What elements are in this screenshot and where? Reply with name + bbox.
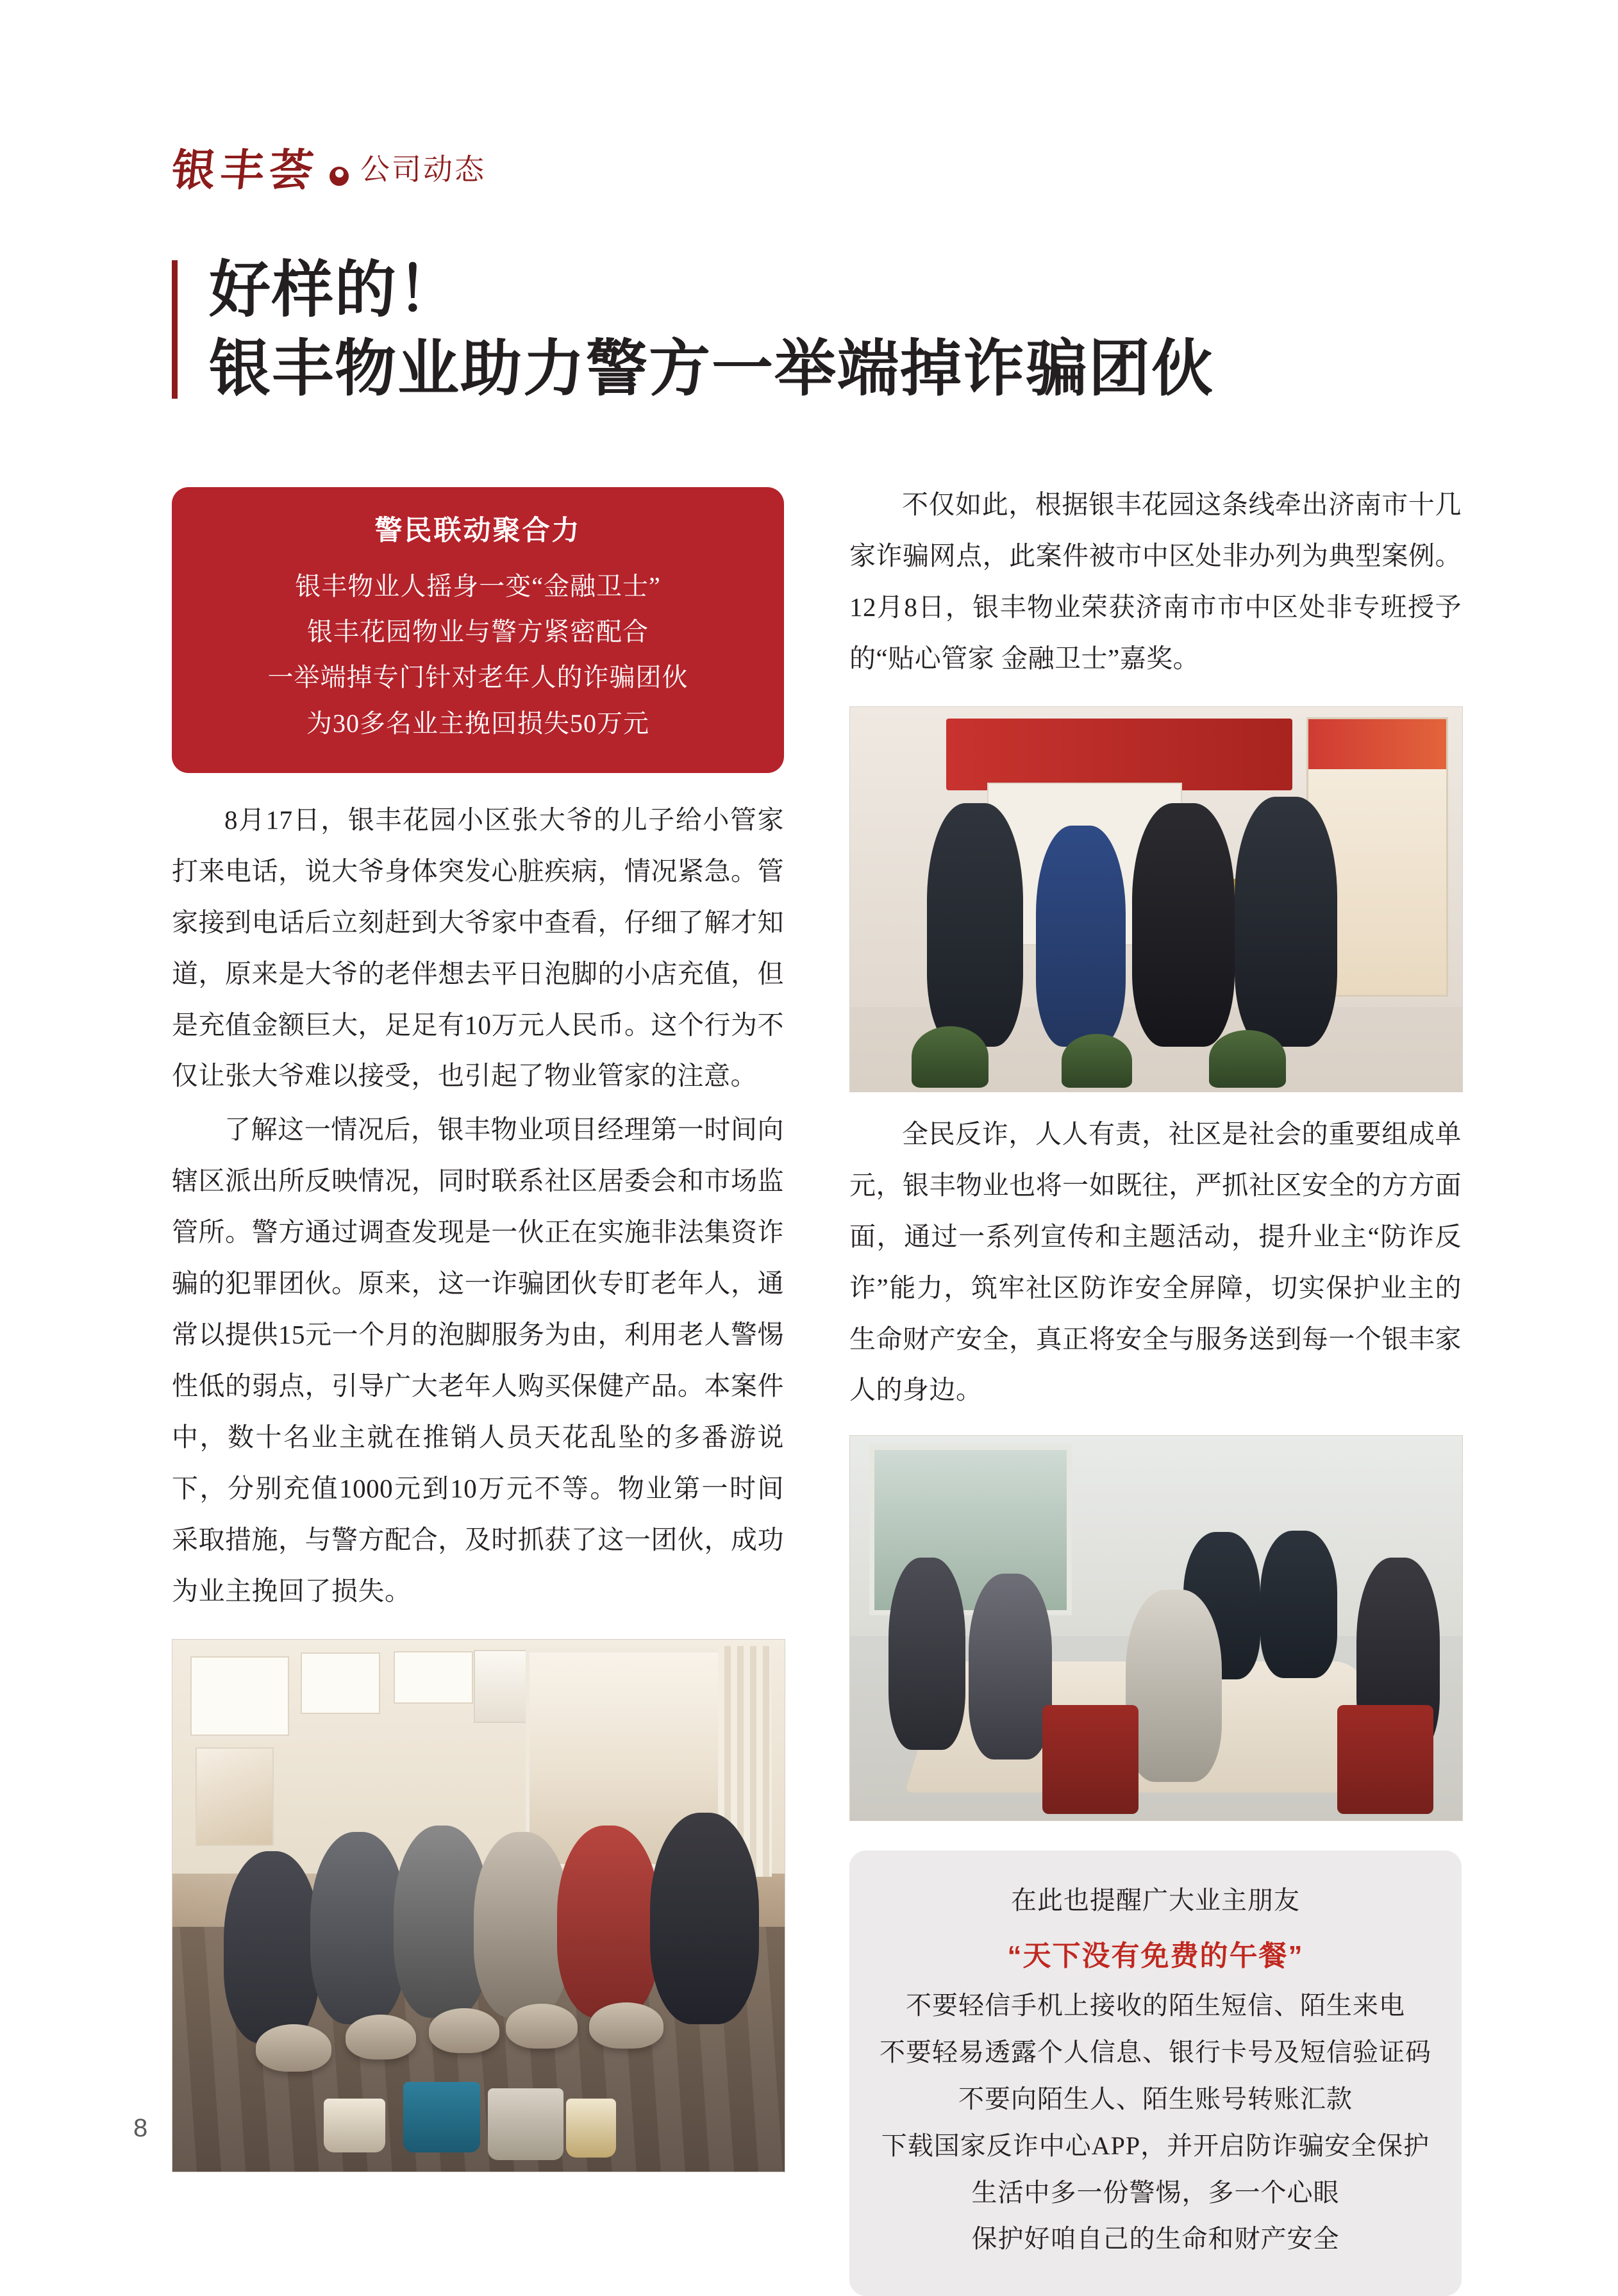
masthead (169, 146, 487, 195)
body-paragraph: 了解这一情况后，银丰物业项目经理第一时间向辖区派出所反映情况，同时联系社区居委会和市场监管所。警方通过调查发现是一伙正在实施非法集资诈骗的犯罪团伙。原来，这一诈骗团伙专盯老年人，通常以提供15元一个月的泡脚服务为由，利用老人警惕性低的弱点，引导广大老年人购买保健产品。本案件中，数十名业主就在推销人员天花乱坠的多番游说下，分别充值1000元到10万元不等。物业第一时间采取措施，与警方配合，及时抓获了这一团伙，成功为业主挽回了损失。 (172, 1115, 784, 1606)
photo-police-meeting (849, 1435, 1463, 1821)
left-column (172, 487, 784, 2172)
page-number: 8 (133, 2114, 148, 2142)
brand-dot-icon (329, 167, 349, 186)
body-paragraph: 8月17日，银丰花园小区张大爷的儿子给小管家打来电话，说大爷身体突发心脏疾病，情况紧急。管家接到电话后立刻赶到大爷家中查看，仔细了解才知道，原来是大爷的老伴想去平日泡脚的小店充值，但是充值金额巨大，足足有10万元人民币。这个行为不仅让张大爷难以接受，也引起了物业管家的注意。 (172, 804, 784, 1091)
callout-title: 警民联动聚合力 (374, 515, 581, 546)
title-line-2: 银丰物业助力警方一举端掉诈骗团伙 (209, 334, 1214, 403)
tips-line: 不要向陌生人、陌生账号转账汇款 (958, 2084, 1353, 2113)
tips-line: 不要轻信手机上接收的陌生短信、陌生来电 (906, 1991, 1405, 2020)
anti-fraud-tips-box (849, 1851, 1462, 2296)
brand-logo-text: 银丰荟 (169, 146, 321, 195)
tips-line: 生活中多一份警惕，多一个心眼 (971, 2177, 1340, 2207)
tips-line: 不要轻易透露个人信息、银行卡号及短信验证码 (880, 2038, 1431, 2067)
title-line-1: 好样的！ (209, 256, 460, 324)
tips-line: 下载国家反诈中心APP，并开启防诈骗安全保护 (881, 2131, 1430, 2160)
tips-highlight: “天下没有免费的午餐” (1007, 1940, 1304, 1972)
right-column (849, 479, 1462, 2296)
red-callout-box (172, 487, 784, 773)
section-label: 公司动态 (360, 153, 487, 186)
callout-line: 为30多名业主挽回损失50万元 (306, 708, 649, 738)
callout-line: 银丰花园物业与警方紧密配合 (307, 617, 649, 647)
photo-award-ceremony (849, 706, 1463, 1092)
tips-line: 保护好咱自己的生命和财产安全 (971, 2224, 1340, 2254)
callout-line: 银丰物业人摇身一变“金融卫士” (295, 572, 661, 601)
page-title (172, 251, 1460, 409)
photo-foot-soaking-room (172, 1639, 785, 2172)
callout-line: 一举端掉专门针对老年人的诈骗团伙 (267, 663, 688, 692)
body-paragraph: 全民反诈，人人有责，社区是社会的重要组成单元，银丰物业也将一如既往，严抓社区安全的方方面面，通过一系列宣传和主题活动，提升业主“防诈反诈”能力，筑牢社区防诈安全屏障，切实保护业主的生命财产安全，真正将安全与服务送到每一个银丰家人的身边。 (849, 1119, 1462, 1405)
tips-lead: 在此也提醒广大业主朋友 (1011, 1886, 1300, 1915)
body-paragraph: 不仅如此，根据银丰花园这条线牵出济南市十几家诈骗网点，此案件被市中区处非办列为典型案例。12月8日，银丰物业荣获济南市市中区处非专班授予的“贴心管家 金融卫士”嘉奖。 (849, 490, 1462, 673)
